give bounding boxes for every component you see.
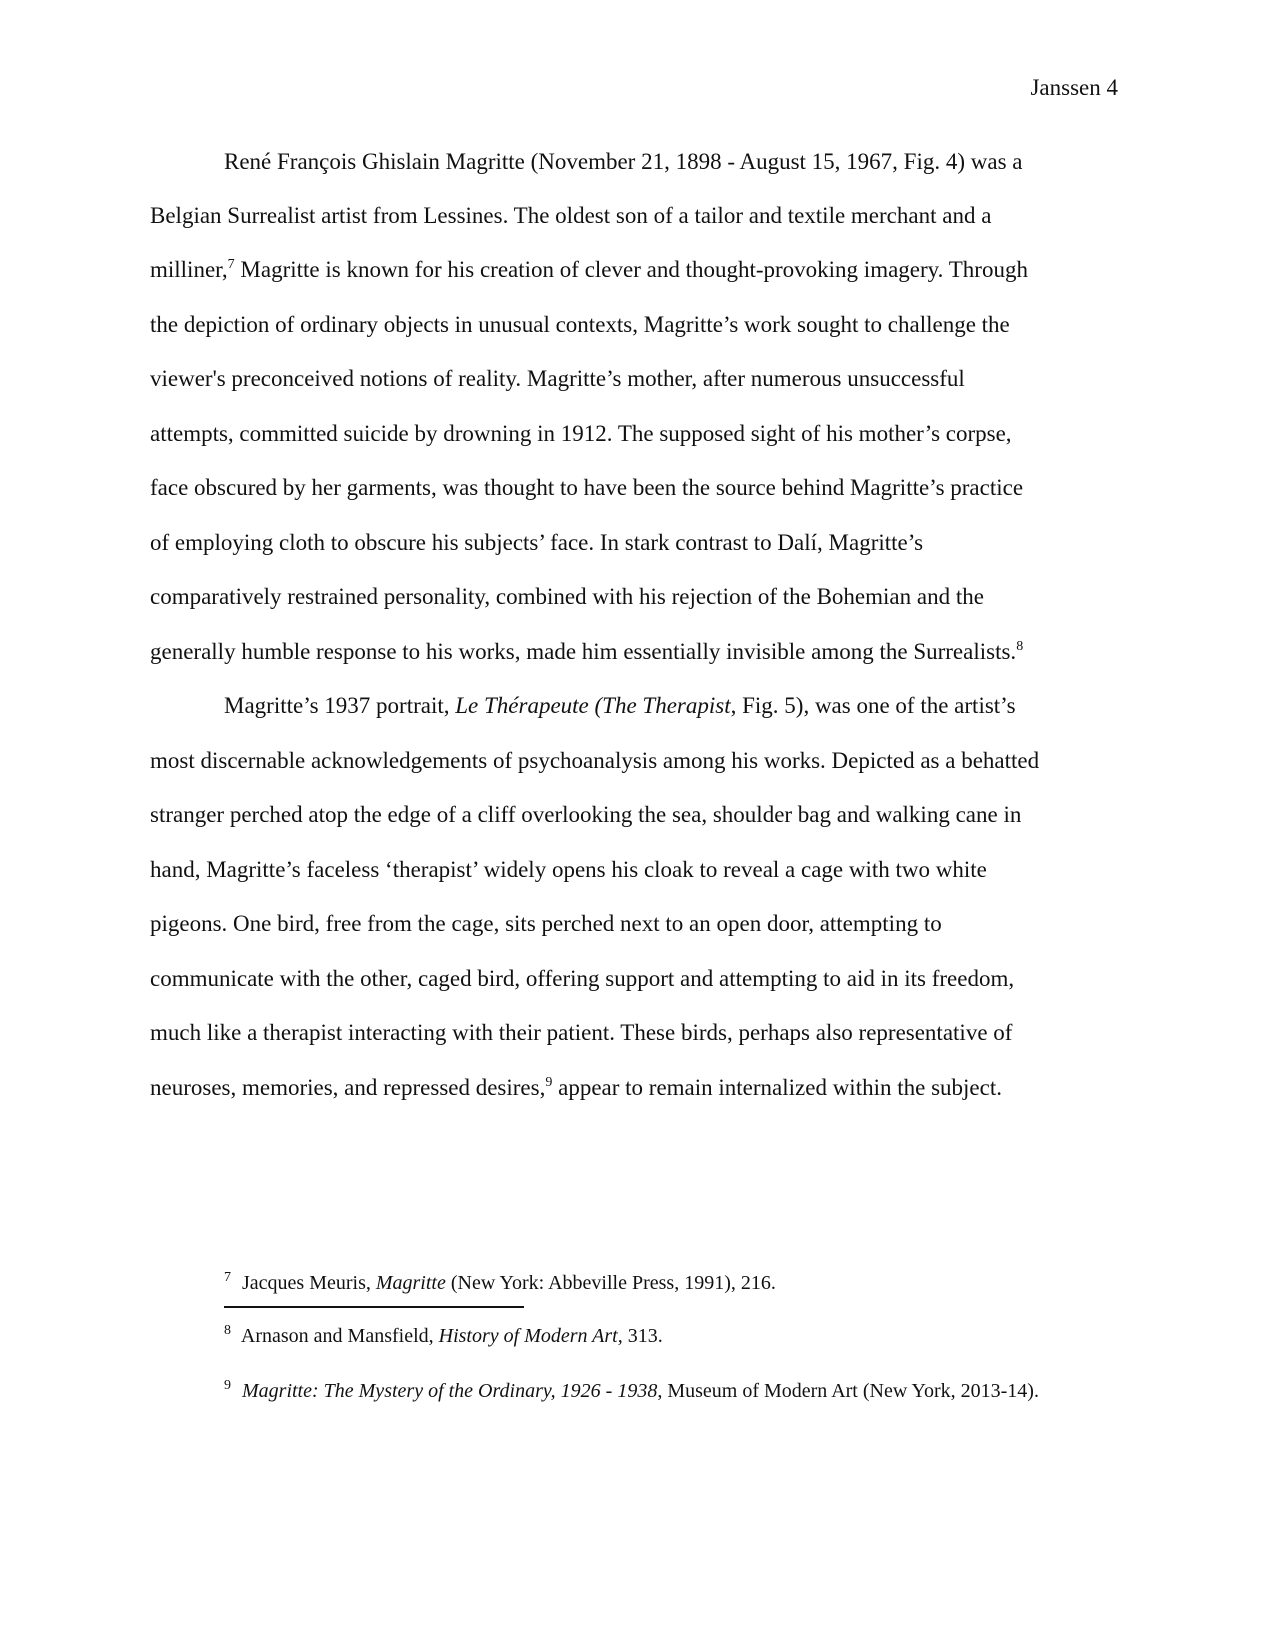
footnote-text: , Museum of Modern Art (New York, 2013-14).	[657, 1380, 1039, 1402]
para1-line-2: Belgian Surrealist artist from Lessines. The oldest son of a tailor and textile merchant and a	[150, 203, 992, 228]
running-head: Janssen 4	[1030, 75, 1118, 100]
footnote-number: 7	[224, 1270, 231, 1285]
para2-line-1	[224, 692, 1016, 720]
para1-line-10	[150, 638, 1023, 670]
footnote-7	[224, 1270, 776, 1299]
para1-line-9: comparatively restrained personality, combined with his rejection of the Bohemian and the	[150, 584, 984, 609]
footnote-title: Magritte	[375, 1272, 446, 1294]
footnote-ref-9[interactable]: 9	[545, 1075, 553, 1090]
text-segment: Magritte is known for his creation of clever and thought-provoking imagery. Through	[234, 257, 1028, 282]
para1-line-6: attempts, committed suicide by drowning in 1912. The supposed sight of his mother’s corpse,	[150, 421, 1012, 446]
para2-line-6: communicate with the other, caged bird, offering support and attempting to aid in its freedom,	[150, 966, 1015, 991]
para2-line-7: much like a therapist interacting with their patient. These birds, perhaps also representative of	[150, 1020, 1013, 1045]
para1-line-4: the depiction of ordinary objects in unusual contexts, Magritte’s work sought to challenge the	[150, 312, 1010, 337]
artwork-title: Le Thérapeute (The Therapist	[455, 693, 731, 718]
para2-line-4: hand, Magritte’s faceless ‘therapist’ widely opens his cloak to reveal a cage with two white	[150, 857, 987, 882]
footnote-title: Magritte: The Mystery of the Ordinary, 1926 - 1938	[242, 1380, 658, 1402]
footnote-text: 313.	[622, 1325, 663, 1347]
text-segment: Magritte’s 1937 portrait,	[224, 693, 456, 718]
para2-line-2: most discernable acknowledgements of psychoanalysis among his works. Depicted as a behatted	[150, 748, 1040, 773]
text-segment: appear to remain internalized within the subject.	[552, 1075, 1002, 1100]
footnote-title: History of Modern Art,	[438, 1325, 623, 1347]
para2-line-5: pigeons. One bird, free from the cage, sits perched next to an open door, attempting to	[150, 911, 942, 936]
text-segment: neuroses, memories, and repressed desires,	[150, 1075, 546, 1100]
footnote-separator	[224, 1306, 524, 1308]
footnote-text: Arnason and Mansfield,	[237, 1325, 439, 1347]
para1-line-5: viewer's preconceived notions of reality. Magritte’s mother, after numerous unsuccessful	[150, 366, 965, 391]
para1-line-3	[150, 256, 1028, 288]
footnote-ref-8[interactable]: 8	[1016, 639, 1024, 654]
footnote-text: (New York: Abbeville Press, 1991), 216.	[445, 1272, 776, 1294]
text-segment: , Fig. 5), was one of the artist’s	[730, 693, 1016, 718]
footnote-9	[224, 1378, 1039, 1407]
para1-line-1: René François Ghislain Magritte (November 21, 1898 - August 15, 1967, Fig. 4) was a	[224, 149, 1023, 174]
para1-line-8: of employing cloth to obscure his subjects’ face. In stark contrast to Dalí, Magritte’s	[150, 530, 924, 555]
footnote-number: 8	[224, 1323, 231, 1338]
para2-line-8	[150, 1074, 1002, 1106]
text-segment: generally humble response to his works, made him essentially invisible among the Surrealists.	[150, 639, 1017, 664]
footnote-number: 9	[224, 1378, 231, 1393]
footnote-text: Jacques Meuris,	[237, 1272, 376, 1294]
para1-line-7: face obscured by her garments, was thought to have been the source behind Magritte’s practice	[150, 475, 1024, 500]
footnote-8	[224, 1323, 663, 1352]
text-segment: milliner,	[150, 257, 228, 282]
footnote-ref-7[interactable]: 7	[227, 257, 235, 272]
para2-line-3: stranger perched atop the edge of a cliff overlooking the sea, shoulder bag and walking cane in	[150, 802, 1022, 827]
